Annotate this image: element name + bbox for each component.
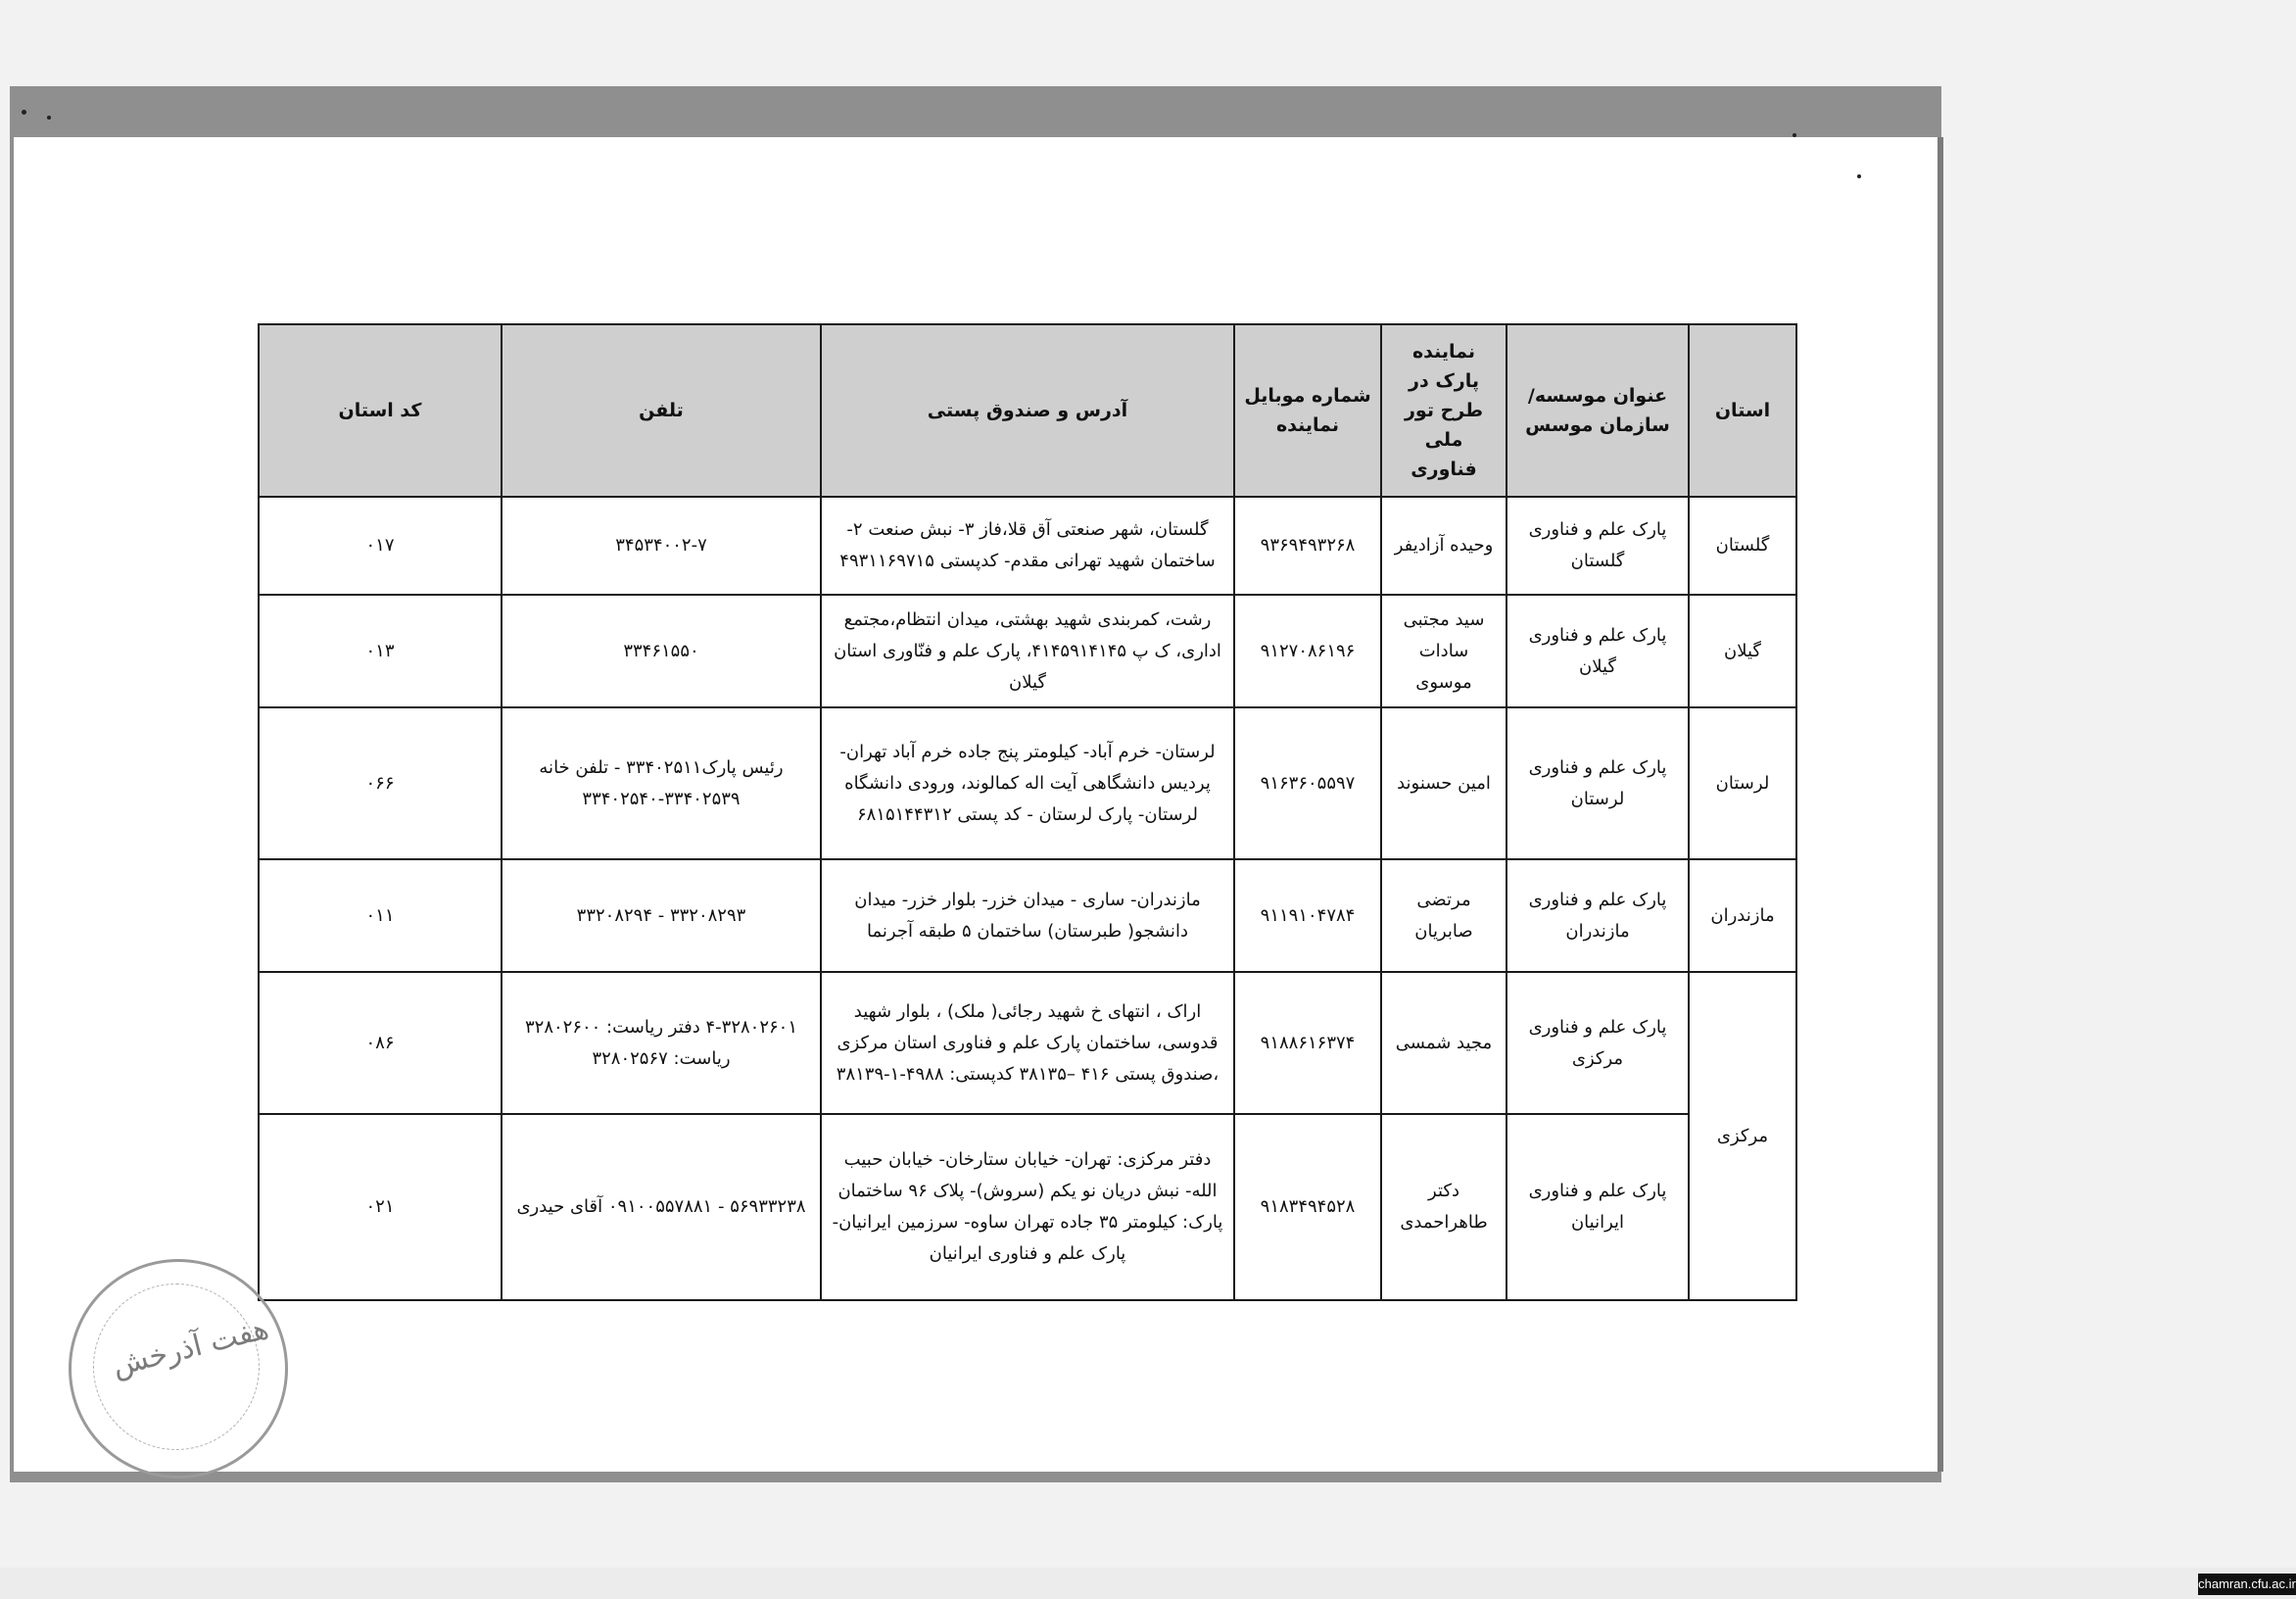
source-url-badge: chamran.cfu.ac.ir	[2198, 1574, 2296, 1595]
cell-code: ۰۱۱	[259, 859, 502, 972]
table-row	[259, 497, 1796, 595]
table-row	[259, 595, 1796, 707]
cell-mobile: ۹۳۶۹۴۹۳۲۶۸	[1234, 497, 1381, 595]
cell-institute: پارک علم و فناوری مازندران	[1507, 859, 1689, 972]
parks-table	[258, 323, 1797, 1301]
header-mobile: شماره موبایل نماینده	[1234, 324, 1381, 497]
cell-address: دفتر مرکزی: تهران- خیابان ستارخان- خیابان حبیب الله- نبش دریان نو یکم (سروش)- پلاک ۹۶ ساختمان پارک: کیلومتر ۳۵ جاده تهران ساوه- سرزمین ایرانیان- پارک علم و فناوری ایرانیان	[821, 1114, 1234, 1300]
cell-mobile: ۹۱۸۳۴۹۴۵۲۸	[1234, 1114, 1381, 1300]
cell-phone: ۴-۳۲۸۰۲۶۰۱ دفتر ریاست: ۳۲۸۰۲۶۰۰ ریاست: ۳۲۸۰۲۵۶۷	[502, 972, 821, 1114]
footer-bar	[0, 1568, 2296, 1599]
cell-province: لرستان	[1689, 707, 1796, 859]
table-row	[259, 707, 1796, 859]
cell-institute: پارک علم و فناوری گلستان	[1507, 497, 1689, 595]
cell-institute: پارک علم و فناوری گیلان	[1507, 595, 1689, 707]
table-header-row	[259, 324, 1796, 497]
cell-representative: مرتضی صابریان	[1381, 859, 1507, 972]
header-representative: نماینده پارک در طرح تور ملی فناوری	[1381, 324, 1507, 497]
table-row	[259, 1114, 1796, 1300]
cell-representative: سید مجتبی سادات موسوی	[1381, 595, 1507, 707]
scan-speck	[1793, 133, 1796, 137]
cell-representative: امین حسنوند	[1381, 707, 1507, 859]
cell-representative: مجید شمسی	[1381, 972, 1507, 1114]
cell-address: گلستان، شهر صنعتی آق قلا،فاز ۳- نبش صنعت ۲- ساختمان شهید تهرانی مقدم- کدپستی ۴۹۳۱۱۶۹۷۱۵	[821, 497, 1234, 595]
cell-province: مازندران	[1689, 859, 1796, 972]
cell-phone: ۳۴۵۳۴۰۰۲-۷	[502, 497, 821, 595]
header-institute: عنوان موسسه/سازمان موسس	[1507, 324, 1689, 497]
official-seal-stamp	[69, 1259, 288, 1478]
header-phone: تلفن	[502, 324, 821, 497]
cell-mobile: ۹۱۲۷۰۸۶۱۹۶	[1234, 595, 1381, 707]
cell-code: ۰۲۱	[259, 1114, 502, 1300]
cell-province: گلستان	[1689, 497, 1796, 595]
scan-speck	[22, 110, 26, 115]
table-row	[259, 972, 1796, 1114]
cell-representative: وحیده آزادیفر	[1381, 497, 1507, 595]
scan-speck	[47, 116, 51, 120]
cell-code: ۰۱۷	[259, 497, 502, 595]
cell-code: ۰۶۶	[259, 707, 502, 859]
cell-province: گیلان	[1689, 595, 1796, 707]
cell-mobile: ۹۱۱۹۱۰۴۷۸۴	[1234, 859, 1381, 972]
cell-mobile: ۹۱۶۳۶۰۵۵۹۷	[1234, 707, 1381, 859]
header-address: آدرس و صندوق پستی	[821, 324, 1234, 497]
cell-institute: پارک علم و فناوری لرستان	[1507, 707, 1689, 859]
cell-address: رشت، کمربندی شهید بهشتی، میدان انتظام،مجتمع اداری، ک پ ۴۱۴۵۹۱۴۱۴۵، پارک علم و فنّاوری استان گیلان	[821, 595, 1234, 707]
cell-address: اراک ، انتهای خ شهید رجائی( ملک) ، بلوار شهید قدوسی، ساختمان پارک علم و فناوری استان مرکزی ،صندوق پستی ۴۱۶ –۳۸۱۳۵ کدپستی: ۴۹۸۸-۱-۳۸۱۳۹	[821, 972, 1234, 1114]
cell-code: ۰۸۶	[259, 972, 502, 1114]
cell-phone: ۵۶۹۳۳۲۳۸ - ۰۹۱۰۰۵۵۷۸۸۱ آقای حیدری	[502, 1114, 821, 1300]
cell-institute: پارک علم و فناوری ایرانیان	[1507, 1114, 1689, 1300]
cell-address: لرستان- خرم آباد- کیلومتر پنج جاده خرم آباد تهران- پردیس دانشگاهی آیت اله کمالوند، ورودی دانشگاه لرستان- پارک لرستان - کد پستی ۶۸۱۵۱۴۴۳۱۲	[821, 707, 1234, 859]
seal-text: هفت آذرخش	[109, 1311, 272, 1384]
cell-mobile: ۹۱۸۸۶۱۶۳۷۴	[1234, 972, 1381, 1114]
cell-phone: ۳۳۲۰۸۲۹۳ - ۳۳۲۰۸۲۹۴	[502, 859, 821, 972]
cell-phone: رئیس پارک۳۳۴۰۲۵۱۱ - تلفن خانه ۳۳۴۰۲۵۳۹-۳۳۴۰۲۵۴۰	[502, 707, 821, 859]
scan-speck	[1857, 174, 1861, 178]
cell-address: مازندران- ساری - میدان خزر- بلوار خزر- میدان دانشجو( طبرستان) ساختمان ۵ طبقه آجرنما	[821, 859, 1234, 972]
header-province: استان	[1689, 324, 1796, 497]
cell-province: مرکزی	[1689, 972, 1796, 1300]
cell-code: ۰۱۳	[259, 595, 502, 707]
cell-phone: ۳۳۴۶۱۵۵۰	[502, 595, 821, 707]
cell-institute: پارک علم و فناوری مرکزی	[1507, 972, 1689, 1114]
table-row	[259, 859, 1796, 972]
header-code: کد استان	[259, 324, 502, 497]
cell-representative: دکتر طاهراحمدی	[1381, 1114, 1507, 1300]
